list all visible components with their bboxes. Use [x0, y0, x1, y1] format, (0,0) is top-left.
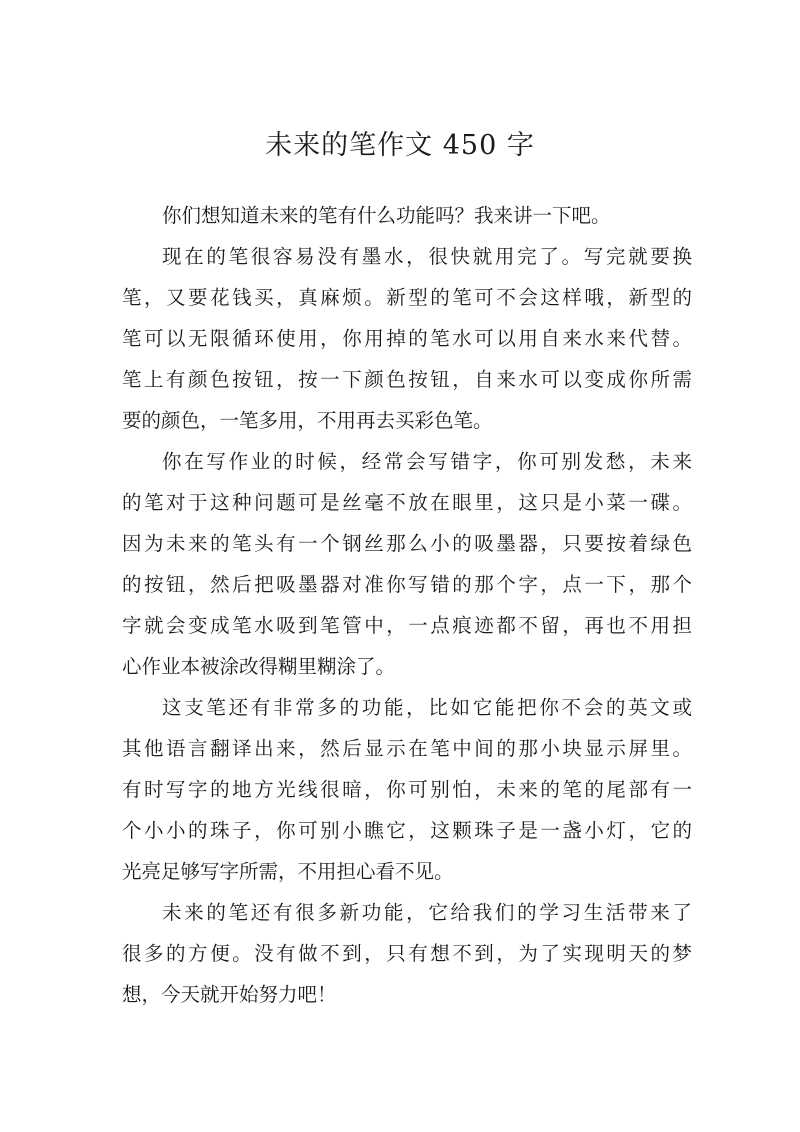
paragraph-5: [122, 895, 692, 1018]
paragraph-line: 笔，又要花钱买，真麻烦。新型的笔可不会这样哦，新型的: [122, 286, 692, 309]
paragraph-2: [122, 239, 692, 444]
paragraph-line: 的笔对于这种问题可是丝毫不放在眼里，这只是小菜一碟。: [122, 491, 692, 514]
paragraph-line: 想，今天就开始努力吧！: [122, 983, 337, 1006]
document-title: 未来的笔作文 450 字: [265, 130, 535, 161]
paragraph-line: 其他语言翻译出来，然后显示在笔中间的那小块显示屏里。: [122, 737, 692, 760]
paragraph-line: 笔上有颜色按钮，按一下颜色按钮，自来水可以变成你所需: [122, 368, 692, 391]
paragraph-line: 未来的笔还有很多新功能，它给我们的学习生活带来了: [162, 901, 692, 924]
paragraph-line: 你在写作业的时候，经常会写错字，你可别发愁，未来: [162, 450, 692, 473]
paragraph-3: [122, 444, 692, 690]
paragraph-line: 字就会变成笔水吸到笔管中，一点痕迹都不留，再也不用担: [122, 614, 692, 637]
essay-body: [122, 198, 692, 1018]
paragraph-line: 现在的笔很容易没有墨水，很快就用完了。写完就要换: [162, 245, 692, 268]
paragraph-line: 因为未来的笔头有一个钢丝那么小的吸墨器，只要按着绿色: [122, 532, 692, 555]
paragraph-4: [122, 690, 692, 895]
paragraph-1: [122, 198, 692, 239]
paragraph-line: 个小小的珠子，你可别小瞧它，这颗珠子是一盏小灯，它的: [122, 819, 692, 842]
paragraph-line: 这支笔还有非常多的功能，比如它能把你不会的英文或: [162, 696, 692, 719]
paragraph-line: 心作业本被涂改得糊里糊涂了。: [122, 655, 396, 678]
paragraph-line: 要的颜色，一笔多用，不用再去买彩色笔。: [122, 409, 493, 432]
paragraph-line: 很多的方便。没有做不到，只有想不到，为了实现明天的梦: [122, 942, 692, 965]
paragraph-line: 有时写字的地方光线很暗，你可别怕，未来的笔的尾部有一: [122, 778, 692, 801]
paragraph-line: 光亮足够写字所需，不用担心看不见。: [122, 860, 454, 883]
paragraph-line: 笔可以无限循环使用，你用掉的笔水可以用自来水来代替。: [122, 327, 692, 350]
paragraph-line: 的按钮，然后把吸墨器对准你写错的那个字，点一下，那个: [122, 573, 692, 596]
paragraph-line: 你们想知道未来的笔有什么功能吗？我来讲一下吧。: [162, 204, 611, 227]
